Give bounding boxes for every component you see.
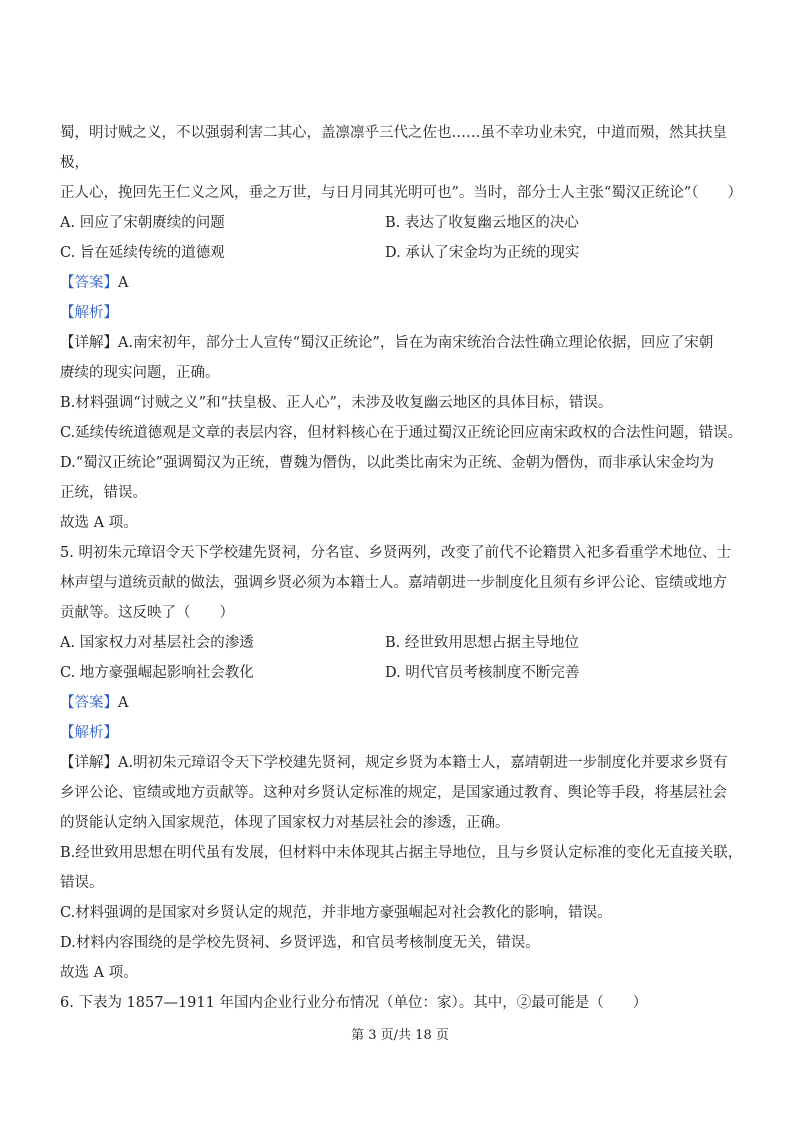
detail-line: D.材料内容围绕的是学校先贤祠、乡贤评选，和官员考核制度无关，错误。 <box>60 935 540 951</box>
detail-line <box>60 328 750 358</box>
option-d: D. 明代官员考核制度不断完善 <box>385 665 580 681</box>
answer-line <box>60 688 750 718</box>
option-d: D. 承认了宋金均为正统的现实 <box>385 245 580 261</box>
question-stem-line: 蜀，明讨贼之义，不以强弱利害二其心，盖凛凛乎三代之佐也……虽不幸功业未究，中道而殒，然其扶皇极， <box>60 125 727 171</box>
option-a: A. 回应了宋朝赓续的问题 <box>60 215 225 231</box>
conclusion-line: 故选 A 项。 <box>60 965 138 981</box>
detail-text: A.明初朱元璋诏令天下学校建先贤祠，规定乡贤为本籍士人，嘉靖朝进一步制度化并要求乡贤有 <box>118 755 728 771</box>
detail-line: 错误。 <box>60 875 104 891</box>
option-c: C. 旨在延续传统的道德观 <box>60 245 225 261</box>
detail-line: 乡评公论、宦绩或地方贡献等。这种对乡贤认定标准的规定，是国家通过教育、舆论等手段，将基层社会 <box>60 785 727 801</box>
detail-tag: 【详解】 <box>60 335 118 351</box>
question-stem-line: 林声望与道统贡献的做法，强调乡贤必须为本籍士人。嘉靖朝进一步制度化且须有乡评公论、宦绩或地方 <box>60 575 727 591</box>
question-5 <box>60 538 750 988</box>
detail-line <box>60 748 750 778</box>
page-footer: 第 3 页/共 18 页 <box>351 1028 449 1043</box>
detail-line: C.延续传统道德观是文章的表层内容，但材料核心在于通过蜀汉正统论回应南宋政权的合法性问题，错误。 <box>60 425 743 441</box>
detail-line: 赓续的现实问题，正确。 <box>60 365 220 381</box>
question-stem-line: 贡献等。这反映了（ ） <box>60 605 234 621</box>
conclusion-line: 故选 A 项。 <box>60 515 138 531</box>
answer-tag: 【答案】 <box>60 275 118 291</box>
detail-line: 的贤能认定纳入国家规范，体现了国家权力对基层社会的渗透，正确。 <box>60 815 510 831</box>
option-b: B. 经世致用思想占据主导地位 <box>385 635 579 651</box>
detail-line: 正统，错误。 <box>60 485 147 501</box>
question-4 <box>60 118 750 538</box>
document-page <box>60 118 750 1018</box>
analysis-tag: 【解析】 <box>60 725 118 741</box>
answer-line <box>60 268 750 298</box>
question-6 <box>60 988 750 1018</box>
options-grid <box>60 628 750 688</box>
answer-tag: 【答案】 <box>60 695 118 711</box>
detail-line: B.材料强调“讨贼之义”和“扶皇极、正人心”，未涉及收复幽云地区的具体目标，错误。 <box>60 395 613 411</box>
detail-tag: 【详解】 <box>60 755 118 771</box>
detail-line: D.“蜀汉正统论”强调蜀汉为正统，曹魏为僭伪，以此类比南宋为正统、金朝为僭伪，而非承认宋金均为 <box>60 455 715 471</box>
analysis-line <box>60 298 750 328</box>
option-a: A. 国家权力对基层社会的渗透 <box>60 635 254 651</box>
detail-line: B.经世致用思想在明代虽有发展，但材料中未体现其占据主导地位，且与乡贤认定标准的变化无直接关联， <box>60 845 743 861</box>
analysis-tag: 【解析】 <box>60 305 118 321</box>
answer-value: A <box>118 275 129 291</box>
option-b: B. 表达了收复幽云地区的决心 <box>385 215 579 231</box>
detail-text: A.南宋初年，部分士人宣传“蜀汉正统论”，旨在为南宋统治合法性确立理论依据，回应了宋朝 <box>118 335 714 351</box>
question-stem-line: 5. 明初朱元璋诏令天下学校建先贤祠，分名宦、乡贤两列，改变了前代不论籍贯入祀多看重学术地位、士 <box>60 545 731 561</box>
options-grid <box>60 208 750 268</box>
analysis-line <box>60 718 750 748</box>
option-c: C. 地方豪强崛起影响社会教化 <box>60 665 254 681</box>
question-stem-line: 6. 下表为 1857—1911 年国内企业行业分布情况（单位：家）。其中，②最可能是（ ） <box>60 995 648 1011</box>
answer-value: A <box>118 695 129 711</box>
detail-line: C.材料强调的是国家对乡贤认定的规范，并非地方豪强崛起对社会教化的影响，错误。 <box>60 905 612 921</box>
question-stem-line: 正人心，挽回先王仁义之风，垂之万世，与日月同其光明可也”。当时，部分士人主张“蜀汉正统论”（ ） <box>60 185 742 201</box>
